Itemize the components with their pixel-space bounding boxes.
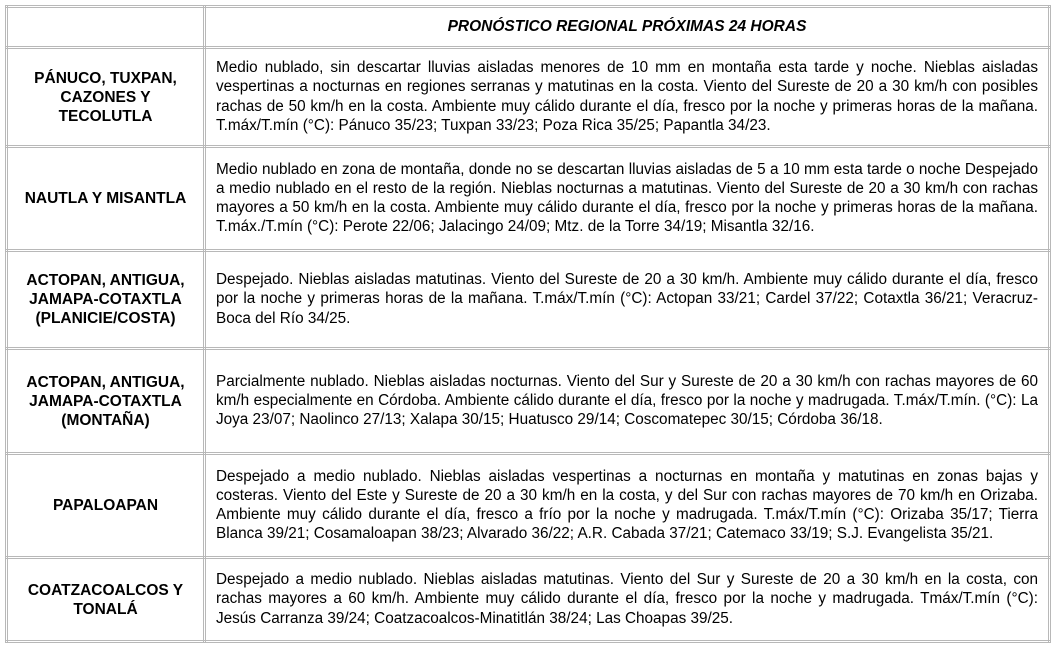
regional-forecast-table bbox=[5, 5, 1051, 643]
table-header-row bbox=[7, 7, 1050, 48]
region-name: ACTOPAN, ANTIGUA, JAMAPA-COTAXTLA (PLANICIE/COSTA) bbox=[7, 251, 205, 349]
forecast-text: Despejado a medio nublado. Nieblas aisladas vespertinas a nocturnas en montaña y matutinas en zonas bajas y costeras. Viento del Este y Sureste de 20 a 30 km/h en la costa, y del Sur con rachas mayores de 70 km/h en Orizaba. Ambiente muy cálido durante el día, fresco a frío por la noche y madrugada. T.máx/T.mín (°C): Orizaba 35/17; Tierra Blanca 39/21; Cosamaloapan 38/23; Alvarado 36/22; A.R. Cabada 37/21; Catemaco 33/19; S.J. Evangelista 35/21. bbox=[205, 454, 1050, 558]
region-name: ACTOPAN, ANTIGUA, JAMAPA-COTAXTLA (MONTAÑA) bbox=[7, 349, 205, 454]
forecast-text: Parcialmente nublado. Nieblas aisladas nocturnas. Viento del Sur y Sureste de 20 a 30 km/h con rachas mayores de 60 km/h especialmente en Córdoba. Ambiente cálido durante el día, fresco por la noche y madrugada. T.máx/T.mín. (°C): La Joya 23/07; Naolinco 27/13; Xalapa 30/15; Huatusco 29/14; Coscomatepec 30/15; Córdoba 36/18. bbox=[205, 349, 1050, 454]
forecast-text: Medio nublado, sin descartar lluvias aisladas menores de 10 mm en montaña esta tarde y noche. Nieblas aisladas vespertinas a nocturnas en regiones serranas y matutinas en la costa. Viento del Sureste de 20 a 30 km/h con posibles rachas de 50 km/h en la costa. Ambiente muy cálido durante el día, fresco por la noche y primeras horas de la mañana. T.máx/T.mín (°C): Pánuco 35/23; Tuxpan 33/23; Poza Rica 35/25; Papantla 34/23. bbox=[205, 48, 1050, 147]
region-name: COATZACOALCOS Y TONALÁ bbox=[7, 558, 205, 642]
table-row bbox=[7, 147, 1050, 251]
table-row bbox=[7, 558, 1050, 642]
header-empty-cell bbox=[7, 7, 205, 48]
table-title: PRONÓSTICO REGIONAL PRÓXIMAS 24 HORAS bbox=[205, 7, 1050, 48]
table-row bbox=[7, 454, 1050, 558]
table-row bbox=[7, 251, 1050, 349]
forecast-text: Despejado. Nieblas aisladas matutinas. Viento del Sureste de 20 a 30 km/h. Ambiente muy cálido durante el día, fresco por la noche y primeras horas de la mañana. T.máx/T.mín (°C): Actopan 33/21; Cardel 37/22; Cotaxtla 36/21; Veracruz-Boca del Río 34/25. bbox=[205, 251, 1050, 349]
table-row bbox=[7, 349, 1050, 454]
forecast-text: Medio nublado en zona de montaña, donde no se descartan lluvias aisladas de 5 a 10 mm esta tarde o noche Despejado a medio nublado en el resto de la región. Nieblas nocturnas a matutinas. Viento del Sureste de 20 a 30 km/h con rachas mayores a 50 km/h en la costa. Ambiente muy cálido durante el día, fresco por la noche y primeras horas de la mañana. T.máx./T.mín (°C): Perote 22/06; Jalacingo 24/09; Mtz. de la Torre 34/19; Misantla 32/16. bbox=[205, 147, 1050, 251]
table-row bbox=[7, 48, 1050, 147]
region-name: NAUTLA Y MISANTLA bbox=[7, 147, 205, 251]
region-name: PÁNUCO, TUXPAN, CAZONES Y TECOLUTLA bbox=[7, 48, 205, 147]
forecast-text: Despejado a medio nublado. Nieblas aisladas matutinas. Viento del Sur y Sureste de 20 a 30 km/h en la costa, con rachas mayores a 60 km/h. Ambiente muy cálido durante el día, fresco por la noche y madrugada. Tmáx/T.mín (°C): Jesús Carranza 39/24; Coatzacoalcos-Minatitlán 38/24; Las Choapas 39/25. bbox=[205, 558, 1050, 642]
region-name: PAPALOAPAN bbox=[7, 454, 205, 558]
